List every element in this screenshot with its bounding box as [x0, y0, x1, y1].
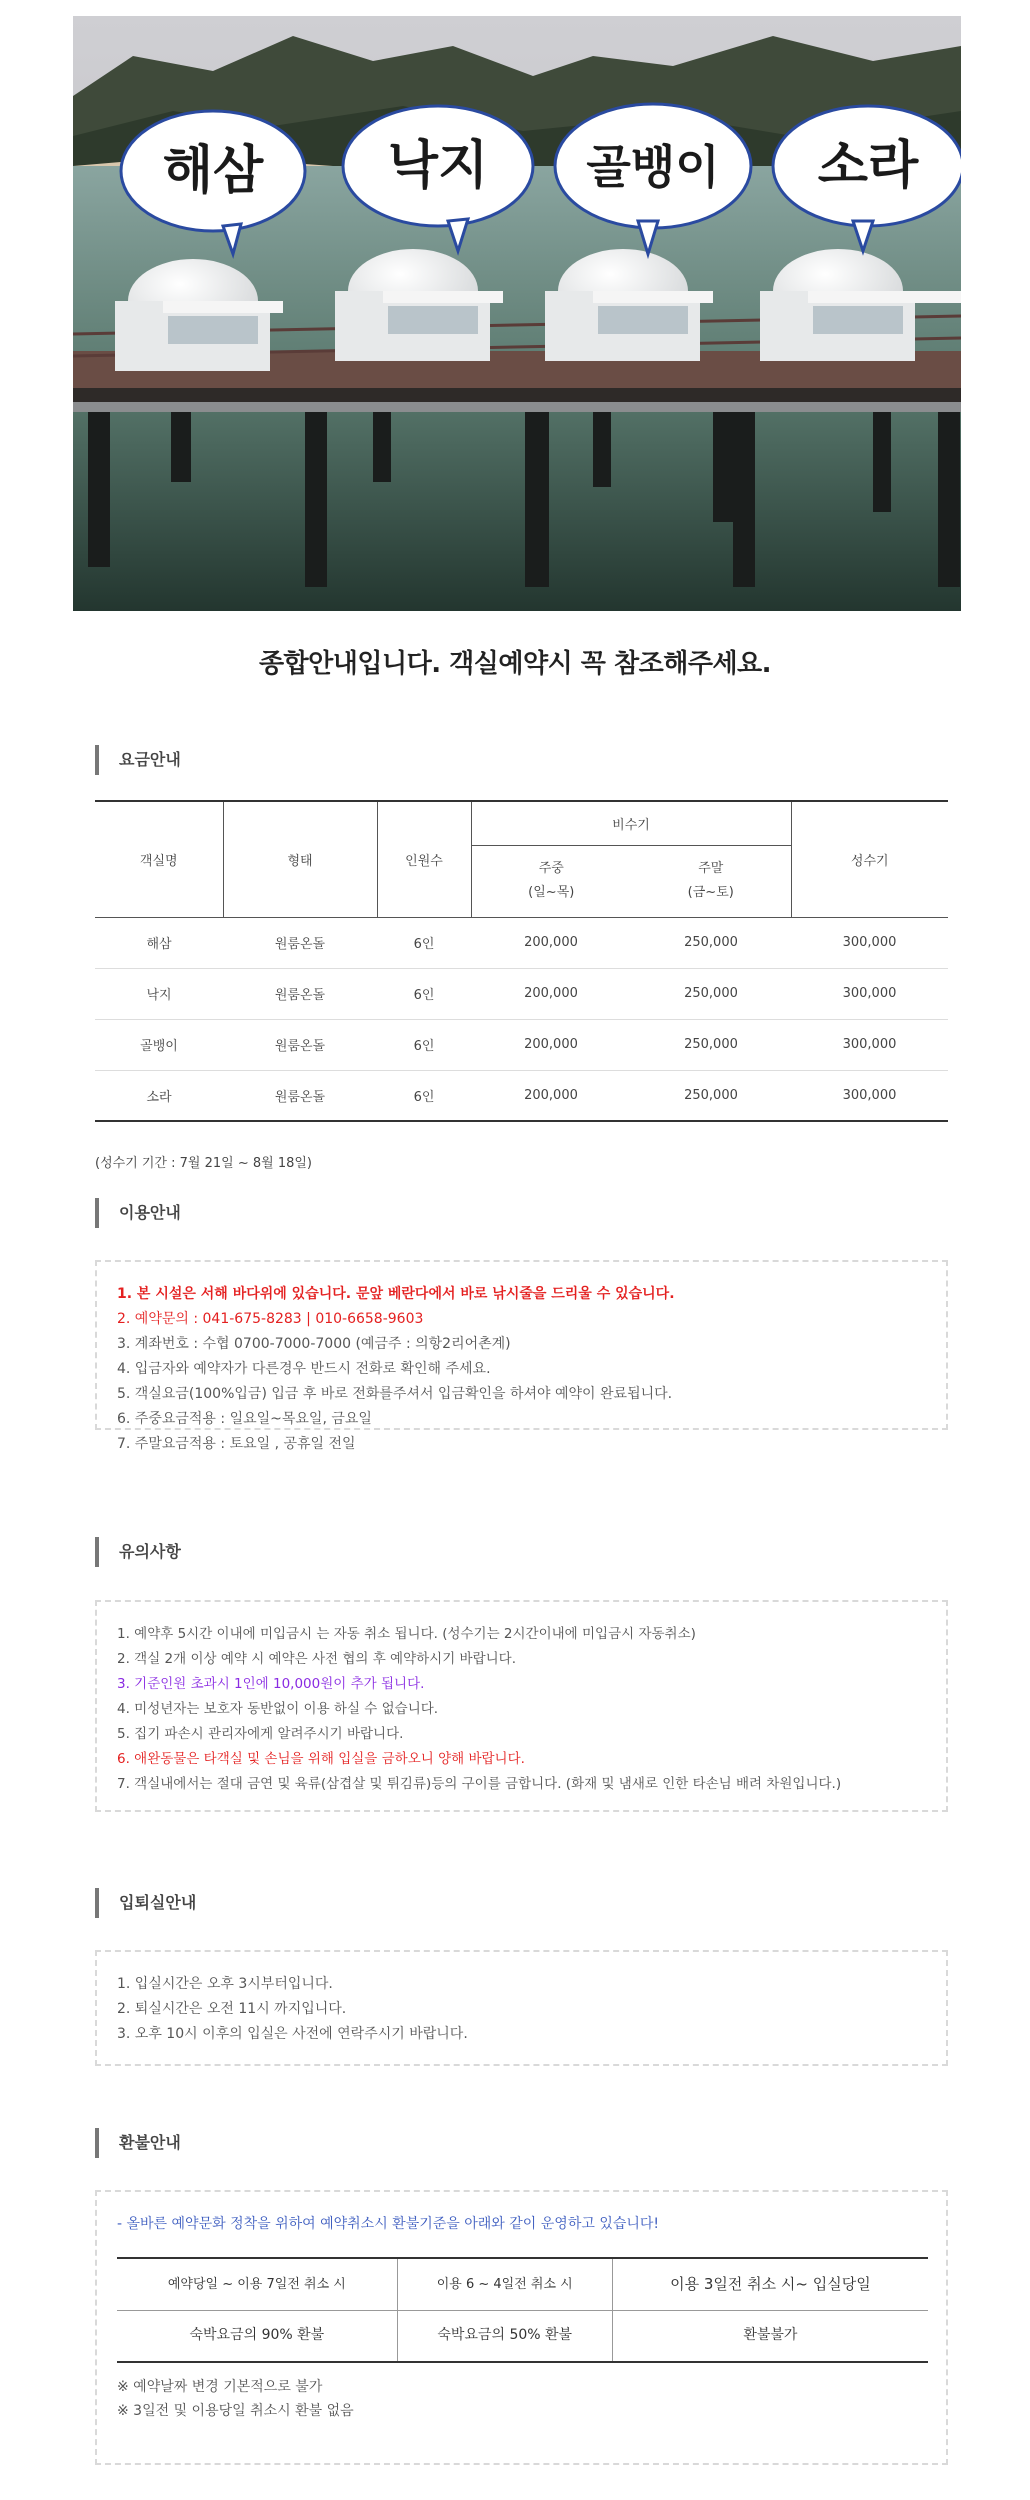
header-weekend-days: (금~토): [687, 885, 734, 900]
refund-header-2: 이용 6 ~ 4일전 취소 시: [397, 2258, 612, 2310]
refund-note: ※ 3일전 및 이용당일 취소시 환불 없음: [117, 2403, 354, 2419]
bubble-label-3: 골뱅이: [586, 140, 720, 194]
refund-note: ※ 예약날짜 변경 기본적으로 불가: [117, 2379, 323, 2395]
cell-capacity: 6인: [377, 1019, 471, 1070]
cell-type: 원룸온돌: [223, 968, 377, 1019]
cell-weekday: 200,000: [471, 917, 631, 968]
refund-box: [95, 2190, 948, 2465]
header-capacity: 인원수: [377, 801, 471, 917]
caution-item: 2. 객실 2개 이상 예약 시 예약은 사전 협의 후 예약하시기 바랍니다.: [117, 1651, 516, 1667]
refund-header-3: 이용 3일전 취소 시~ 입실당일: [612, 2258, 928, 2310]
cell-capacity: 6인: [377, 968, 471, 1019]
bubble-label-2: 낙지: [387, 136, 489, 196]
header-weekend: [631, 845, 791, 917]
header-weekday-label: 주중: [538, 861, 564, 876]
usage-item: 1. 본 시설은 서해 바다위에 있습니다. 문앞 베란다에서 바로 낚시줄을 드리울 수 있습니다.: [117, 1286, 675, 1302]
usage-item: 7. 주말요금적용 : 토요일 , 공휴일 전일: [117, 1436, 356, 1452]
header-weekday: [471, 845, 631, 917]
cell-weekday: 200,000: [471, 1070, 631, 1121]
checkin-item: 2. 퇴실시간은 오전 11시 까지입니다.: [117, 2001, 347, 2017]
checkin-box: [95, 1950, 948, 2066]
header-peak: 성수기: [791, 801, 948, 917]
checkin-item: 3. 오후 10시 이후의 입실은 사전에 연락주시기 바랍니다.: [117, 2026, 468, 2042]
cell-weekday: 200,000: [471, 1019, 631, 1070]
rate-table: [95, 800, 948, 1122]
bubble-label-1: 해삼: [162, 141, 264, 201]
usage-item: 4. 입금자와 예약자가 다른경우 반드시 전화로 확인해 주세요.: [117, 1361, 491, 1377]
refund-intro: - 올바른 예약문화 정착을 위하여 예약취소시 환불기준을 아래와 같이 운영하고 있습니다!: [117, 2216, 660, 2232]
header-off-season: 비수기: [471, 801, 791, 845]
usage-item: 6. 주중요금적용 : 일요일~목요일, 금요일: [117, 1411, 372, 1427]
page-title: 종합안내입니다. 객실예약시 꼭 참조해주세요.: [258, 649, 772, 679]
refund-header-1: 예약당일 ~ 이용 7일전 취소 시: [117, 2258, 397, 2310]
usage-item: 5. 객실요금(100%입금) 입금 후 바로 전화를주셔서 입금확인을 하셔야 예약이 완료됩니다.: [117, 1386, 673, 1402]
table-row: [95, 1070, 948, 1121]
peak-season-note: (성수기 기간 : 7월 21일 ~ 8월 18일): [95, 1156, 312, 1171]
cell-weekend: 250,000: [631, 1070, 791, 1121]
cell-weekend: 250,000: [631, 968, 791, 1019]
section-heading-refund: 환불안내: [95, 2128, 181, 2158]
cell-room: 낙지: [95, 968, 223, 1019]
section-heading-checkin: 입퇴실안내: [95, 1888, 196, 1918]
cell-weekday: 200,000: [471, 968, 631, 1019]
usage-item: 2. 예약문의 : 041-675-8283 | 010-6658-9603: [117, 1311, 424, 1327]
cell-peak: 300,000: [791, 1019, 948, 1070]
hero-image: [73, 16, 961, 611]
cell-weekend: 250,000: [631, 917, 791, 968]
cell-room: 해삼: [95, 917, 223, 968]
refund-notes: [117, 2375, 926, 2423]
cell-peak: 300,000: [791, 968, 948, 1019]
header-room: 객실명: [95, 801, 223, 917]
refund-value-2: 숙박요금의 50% 환불: [397, 2310, 612, 2362]
refund-table: [117, 2257, 928, 2363]
cautions-box: [95, 1600, 948, 1812]
refund-value-1: 숙박요금의 90% 환불: [117, 2310, 397, 2362]
cell-weekend: 250,000: [631, 1019, 791, 1070]
table-row: [95, 968, 948, 1019]
cell-capacity: 6인: [377, 917, 471, 968]
cell-type: 원룸온돌: [223, 1070, 377, 1121]
cell-type: 원룸온돌: [223, 917, 377, 968]
section-heading-usage: 이용안내: [95, 1198, 181, 1228]
header-weekday-days: (일~목): [528, 885, 575, 900]
caution-item: 3. 기준인원 초과시 1인에 10,000원이 추가 됩니다.: [117, 1676, 425, 1692]
caution-item: 1. 예약후 5시간 이내에 미입금시 는 자동 취소 됩니다. (성수기는 2시간이내에 미입금시 자동취소): [117, 1626, 696, 1642]
section-heading-cautions: 유의사항: [95, 1537, 181, 1567]
caution-item: 4. 미성년자는 보호자 동반없이 이용 하실 수 없습니다.: [117, 1701, 439, 1717]
cell-room: 소라: [95, 1070, 223, 1121]
table-row: [95, 1019, 948, 1070]
caution-item: 6. 애완동물은 타객실 및 손님을 위해 입실을 금하오니 양해 바랍니다.: [117, 1751, 525, 1767]
cell-type: 원룸온돌: [223, 1019, 377, 1070]
cell-peak: 300,000: [791, 1070, 948, 1121]
cell-peak: 300,000: [791, 917, 948, 968]
usage-box: [95, 1260, 948, 1452]
header-type: 형태: [223, 801, 377, 917]
table-row: [95, 917, 948, 968]
cell-capacity: 6인: [377, 1070, 471, 1121]
cell-room: 골뱅이: [95, 1019, 223, 1070]
checkin-item: 1. 입실시간은 오후 3시부터입니다.: [117, 1976, 333, 1992]
caution-item: 7. 객실내에서는 절대 금연 및 육류(삼겹살 및 튀김류)등의 구이를 금합니다. (화재 및 냄새로 인한 타손님 배려 차원입니다.): [117, 1776, 842, 1792]
usage-item: 3. 계좌번호 : 수협 0700-7000-7000 (예금주 : 의항2리어촌계): [117, 1336, 511, 1352]
bubble-label-4: 소라: [817, 136, 919, 196]
section-heading-rates: 요금안내: [95, 745, 181, 775]
caution-item: 5. 집기 파손시 관리자에게 알려주시기 바랍니다.: [117, 1726, 404, 1742]
refund-value-3: 환불불가: [612, 2310, 928, 2362]
header-weekend-label: 주말: [698, 861, 724, 876]
